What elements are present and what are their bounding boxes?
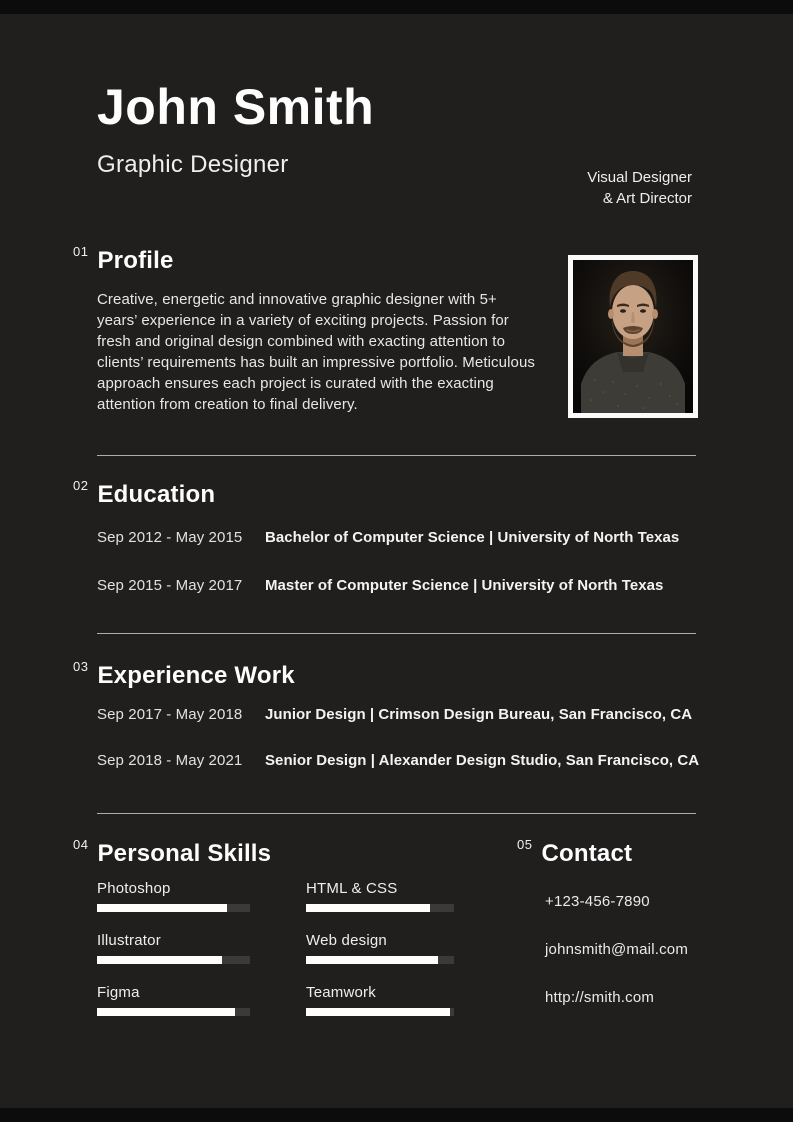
contact-website: http://smith.com	[545, 989, 655, 1006]
skill-label: Photoshop	[97, 880, 171, 897]
skill-bar-fill	[97, 1008, 235, 1016]
education-heading	[73, 479, 215, 509]
skill-bar-track	[97, 1008, 250, 1016]
skill-bar-fill	[97, 904, 227, 912]
tagline	[587, 167, 692, 209]
skills-column-left	[97, 880, 250, 1036]
divider	[97, 455, 696, 456]
experience-heading	[73, 660, 295, 690]
experience-detail: Senior Design | Alexander Design Studio, San Francisco, CA	[265, 752, 700, 769]
tagline-line-2: & Art Director	[602, 190, 692, 207]
skills-section-number: 04	[73, 837, 89, 852]
skills-column-right	[306, 880, 454, 1036]
skill-bar-fill	[306, 904, 430, 912]
divider	[97, 813, 696, 814]
skill-item	[306, 984, 454, 1016]
experience-date: Sep 2018 - May 2021	[97, 752, 243, 769]
experience-row	[97, 706, 737, 723]
skill-label: HTML & CSS	[306, 880, 398, 897]
person-name: John Smith	[97, 79, 375, 135]
experience-detail: Junior Design | Crimson Design Bureau, San Francisco, CA	[265, 706, 693, 723]
education-section-number: 02	[73, 478, 89, 493]
education-row	[97, 577, 737, 594]
skill-label: Illustrator	[97, 932, 161, 949]
profile-section-title: Profile	[97, 247, 174, 274]
skill-bar-fill	[306, 1008, 450, 1016]
skill-item	[306, 932, 454, 964]
education-row	[97, 529, 737, 546]
skills-heading	[73, 838, 271, 868]
experience-date: Sep 2017 - May 2018	[97, 706, 243, 723]
contact-heading	[517, 838, 632, 868]
divider	[97, 633, 696, 634]
bottom-edge-bar	[0, 1108, 793, 1122]
education-detail: Bachelor of Computer Science | University of North Texas	[265, 529, 680, 546]
experience-section-title: Experience Work	[97, 662, 295, 689]
education-date: Sep 2015 - May 2017	[97, 577, 243, 594]
skill-bar-track	[97, 904, 250, 912]
portrait-photo	[568, 255, 698, 418]
contact-phone: +123-456-7890	[545, 893, 650, 910]
skill-bar-track	[306, 904, 454, 912]
education-date: Sep 2012 - May 2015	[97, 529, 243, 546]
skill-bar-fill	[306, 956, 438, 964]
contact-section-title: Contact	[541, 840, 633, 867]
skill-label: Web design	[306, 932, 387, 949]
skill-bar-track	[306, 1008, 454, 1016]
tagline-line-1: Visual Designer	[587, 169, 692, 186]
skill-bar-track	[97, 956, 250, 964]
contact-list	[545, 893, 688, 1037]
contact-email: johnsmith@mail.com	[545, 941, 689, 958]
education-section-title: Education	[97, 481, 216, 508]
portrait-photo-illustration	[573, 260, 693, 413]
skill-bar-fill	[97, 956, 222, 964]
skills-section-title: Personal Skills	[97, 840, 272, 867]
experience-row	[97, 752, 737, 769]
profile-section-number: 01	[73, 244, 89, 259]
experience-section-number: 03	[73, 659, 89, 674]
skill-item	[97, 932, 250, 964]
skill-label: Figma	[97, 984, 140, 1001]
contact-section-number: 05	[517, 837, 533, 852]
profile-heading	[73, 245, 174, 275]
skill-item	[97, 984, 250, 1016]
education-detail: Master of Computer Science | University of North Texas	[265, 577, 664, 594]
skill-item	[306, 880, 454, 912]
skill-item	[97, 880, 250, 912]
skill-bar-track	[306, 956, 454, 964]
profile-summary: Creative, energetic and innovative graphic designer with 5+ years’ experience in a variety of exciting projects. Passion for fresh and original design combined with exacting attention to clients’ requirements has built an impressive portfolio. Meticulous approach ensures each project is curated with the exacting attention from creation to final delivery.	[97, 291, 536, 413]
person-role: Graphic Designer	[97, 151, 289, 178]
skill-label: Teamwork	[306, 984, 376, 1001]
top-edge-bar	[0, 0, 793, 14]
